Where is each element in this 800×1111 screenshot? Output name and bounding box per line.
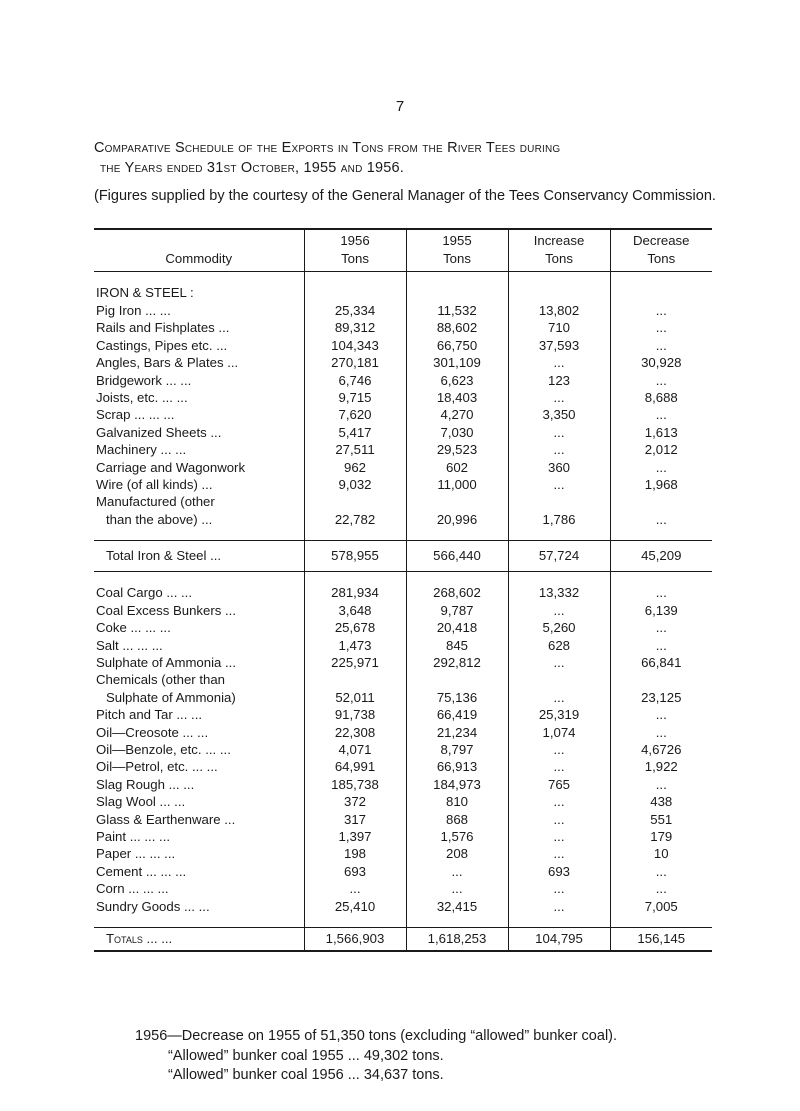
cell-1955: 32,415	[406, 898, 508, 915]
source-note: (Figures supplied by the courtesy of the General Manager of the Tees Conservancy Commission.	[94, 188, 716, 204]
header-decrease-unit: Tons	[610, 250, 712, 272]
cell-increase: 765	[508, 776, 610, 793]
cell-commodity: Scrap ... ... ...	[96, 407, 175, 423]
cell-increase: 13,332	[508, 584, 610, 601]
iron-steel-heading: IRON & STEEL :	[96, 285, 194, 301]
cell-1955: 20,418	[406, 619, 508, 636]
table-row	[94, 706, 712, 723]
cell-1955: 6,623	[406, 372, 508, 389]
cell-1956: 22,782	[304, 511, 406, 528]
table-row	[94, 619, 712, 636]
header-1956-year: 1956	[304, 229, 406, 250]
cell-1955: 18,403	[406, 389, 508, 406]
cell-commodity: Joists, etc. ... ...	[96, 390, 188, 406]
cell-increase: 25,319	[508, 706, 610, 723]
cell-1955: 1,576	[406, 828, 508, 845]
table-row	[94, 845, 712, 862]
cell-1955: 9,787	[406, 602, 508, 619]
cell-increase: ...	[508, 793, 610, 810]
cell-commodity: Sulphate of Ammonia)	[106, 689, 236, 705]
title-line-1: Comparative Schedule of the Exports in Tons from the River Tees during	[94, 140, 561, 156]
cell-increase: 5,260	[508, 619, 610, 636]
cell-commodity: Total Iron & Steel ...	[94, 541, 304, 572]
header-commodity-blank	[94, 229, 304, 250]
cell-1955: 29,523	[406, 441, 508, 458]
cell-increase: ...	[508, 476, 610, 493]
cell-decrease: ...	[610, 511, 712, 528]
header-increase-unit: Tons	[508, 250, 610, 272]
table-row	[94, 724, 712, 741]
table-row	[94, 776, 712, 793]
cell-increase: ...	[508, 880, 610, 897]
cell-commodity: Coal Excess Bunkers ...	[96, 602, 236, 618]
cell-1956: 22,308	[304, 724, 406, 741]
cell-increase: ...	[508, 828, 610, 845]
cell-increase: 57,724	[508, 541, 610, 572]
cell-increase: ...	[508, 441, 610, 458]
cell-decrease: 1,968	[610, 476, 712, 493]
page-number: 7	[395, 98, 405, 115]
cell-commodity: Oil—Petrol, etc. ... ...	[96, 759, 218, 775]
cell-1956: 225,971	[304, 654, 406, 671]
cell-increase: ...	[508, 845, 610, 862]
cell-decrease: 2,012	[610, 441, 712, 458]
cell-commodity: Pitch and Tar ... ...	[96, 707, 203, 723]
cell-commodity: Pig Iron ... ...	[96, 303, 171, 318]
grand-totals-row	[94, 928, 712, 952]
cell-1955: 20,996	[406, 511, 508, 528]
cell-decrease: ...	[610, 619, 712, 636]
cell-commodity: Sundry Goods ... ...	[96, 898, 210, 914]
cell-increase: 123	[508, 372, 610, 389]
header-1955-unit: Tons	[406, 250, 508, 272]
cell-increase: 13,802	[508, 302, 610, 319]
header-increase: Increase	[508, 229, 610, 250]
cell-1955: 21,234	[406, 724, 508, 741]
cell-1956: 9,715	[304, 389, 406, 406]
cell-commodity: Slag Rough ... ...	[96, 776, 195, 792]
cell-commodity: than the above) ...	[106, 511, 213, 527]
total-iron-steel-row	[94, 541, 712, 572]
cell-1956: 4,071	[304, 741, 406, 758]
cell-1955: 301,109	[406, 354, 508, 371]
exports-table	[94, 228, 712, 952]
cell-increase: 1,074	[508, 724, 610, 741]
table-row	[94, 898, 712, 915]
cell-1956: 1,473	[304, 637, 406, 654]
table-row	[94, 476, 712, 493]
table-row	[94, 406, 712, 423]
schedule-title	[94, 138, 724, 178]
cell-1955: 602	[406, 459, 508, 476]
cell-commodity: Coke ... ... ...	[96, 620, 171, 636]
cell-commodity: Bridgework ... ...	[96, 372, 192, 388]
cell-decrease: ...	[610, 863, 712, 880]
cell-decrease: 438	[610, 793, 712, 810]
cell-decrease: 156,145	[610, 928, 712, 952]
table-row	[94, 441, 712, 458]
cell-1956: 27,511	[304, 441, 406, 458]
cell-1956: 7,620	[304, 406, 406, 423]
cell-1955: 845	[406, 637, 508, 654]
cell-1955: 75,136	[406, 689, 508, 706]
cell-decrease: ...	[610, 776, 712, 793]
header-1956-unit: Tons	[304, 250, 406, 272]
table-row	[94, 319, 712, 336]
cell-commodity: Glass & Earthenware ...	[96, 811, 236, 827]
cell-1956: 91,738	[304, 706, 406, 723]
cell-1955: 268,602	[406, 584, 508, 601]
cell-decrease: 179	[610, 828, 712, 845]
cell-decrease: 4,6726	[610, 741, 712, 758]
manufactured-line-1: Manufactured (other	[96, 494, 215, 510]
table-header	[94, 229, 712, 272]
cell-1956: 372	[304, 793, 406, 810]
cell-commodity: Paper ... ... ...	[96, 846, 176, 862]
cell-1956: 281,934	[304, 584, 406, 601]
cell-increase: ...	[508, 689, 610, 706]
header-commodity: Commodity	[94, 250, 304, 272]
cell-decrease: ...	[610, 584, 712, 601]
cell-increase: ...	[508, 811, 610, 828]
cell-decrease: ...	[610, 302, 712, 319]
cell-1956: 52,011	[304, 689, 406, 706]
cell-increase: ...	[508, 354, 610, 371]
cell-commodity: Machinery ... ...	[96, 442, 187, 458]
cell-decrease: 45,209	[610, 541, 712, 572]
cell-decrease: 23,125	[610, 689, 712, 706]
cell-1956: 25,410	[304, 898, 406, 915]
cell-1955: 66,419	[406, 706, 508, 723]
cell-commodity: Angles, Bars & Plates ...	[96, 355, 239, 371]
cell-1955: 868	[406, 811, 508, 828]
table-row	[94, 811, 712, 828]
table-row	[94, 671, 712, 688]
cell-increase: ...	[508, 424, 610, 441]
cell-commodity: Slag Wool ... ...	[96, 794, 186, 810]
cell-decrease: ...	[610, 337, 712, 354]
cell-increase: ...	[508, 898, 610, 915]
table-row	[94, 793, 712, 810]
cell-1955: 11,532	[406, 302, 508, 319]
cell-1955: 4,270	[406, 406, 508, 423]
table-row	[94, 584, 712, 601]
table-row	[94, 424, 712, 441]
cell-increase: 37,593	[508, 337, 610, 354]
cell-decrease: 7,005	[610, 898, 712, 915]
cell-1956: 317	[304, 811, 406, 828]
cell-1956: 3,648	[304, 602, 406, 619]
cell-commodity: Carriage and Wagonwork	[96, 459, 246, 475]
cell-1955: 66,750	[406, 337, 508, 354]
cell-increase: 3,350	[508, 406, 610, 423]
cell-1955: 11,000	[406, 476, 508, 493]
cell-1955: 208	[406, 845, 508, 862]
header-1955-year: 1955	[406, 229, 508, 250]
cell-1956: 9,032	[304, 476, 406, 493]
cell-1955: 8,797	[406, 741, 508, 758]
cell-1956: 1,566,903	[304, 928, 406, 952]
cell-1955: 88,602	[406, 319, 508, 336]
cell-1956: 6,746	[304, 372, 406, 389]
table-body	[94, 272, 712, 952]
cell-decrease: 66,841	[610, 654, 712, 671]
cell-decrease: ...	[610, 706, 712, 723]
table-row	[94, 863, 712, 880]
footer-allowed-1955: “Allowed” bunker coal 1955 ... 49,302 tons.	[168, 1047, 444, 1064]
cell-increase: ...	[508, 389, 610, 406]
cell-decrease: ...	[610, 406, 712, 423]
table-row	[94, 758, 712, 775]
cell-commodity: Oil—Benzole, etc. ... ...	[96, 741, 231, 757]
cell-commodity: Galvanized Sheets ...	[96, 424, 222, 440]
header-decrease: Decrease	[610, 229, 712, 250]
footer-allowed-1956: “Allowed” bunker coal 1956 ... 34,637 tons.	[168, 1067, 444, 1083]
table-row	[94, 741, 712, 758]
table-row	[94, 302, 712, 319]
cell-decrease: 8,688	[610, 389, 712, 406]
table-row	[94, 389, 712, 406]
cell-decrease: 10	[610, 845, 712, 862]
table-row	[94, 637, 712, 654]
cell-decrease: ...	[610, 459, 712, 476]
cell-increase: 104,795	[508, 928, 610, 952]
cell-1956: 198	[304, 845, 406, 862]
cell-decrease: ...	[610, 880, 712, 897]
cell-1956: 962	[304, 459, 406, 476]
cell-commodity: Oil—Creosote ... ...	[96, 724, 209, 740]
table-row	[94, 602, 712, 619]
cell-1956: 693	[304, 863, 406, 880]
cell-1955: 7,030	[406, 424, 508, 441]
cell-decrease: 551	[610, 811, 712, 828]
chemicals-line-1: Chemicals (other than	[96, 672, 226, 688]
cell-decrease: 1,613	[610, 424, 712, 441]
table-row	[94, 493, 712, 510]
cell-1955: ...	[406, 863, 508, 880]
cell-increase: ...	[508, 654, 610, 671]
table-row	[94, 880, 712, 897]
cell-commodity: Rails and Fishplates ...	[96, 320, 230, 336]
cell-1955: 184,973	[406, 776, 508, 793]
cell-commodity: Sulphate of Ammonia ...	[96, 654, 237, 670]
cell-1955: 292,812	[406, 654, 508, 671]
cell-1955: 66,913	[406, 758, 508, 775]
cell-1955: ...	[406, 880, 508, 897]
section-heading-row	[94, 284, 712, 302]
cell-decrease: 6,139	[610, 602, 712, 619]
cell-increase: 360	[508, 459, 610, 476]
cell-increase: 1,786	[508, 511, 610, 528]
table-row	[94, 654, 712, 671]
cell-decrease: ...	[610, 724, 712, 741]
cell-commodity: Cement ... ... ...	[96, 863, 187, 879]
cell-increase: 710	[508, 319, 610, 336]
table-row	[94, 459, 712, 476]
cell-commodity: Salt ... ... ...	[96, 637, 163, 653]
table-row	[94, 337, 712, 354]
table-row	[94, 689, 712, 706]
cell-increase: 628	[508, 637, 610, 654]
cell-1955: 810	[406, 793, 508, 810]
cell-1956: 270,181	[304, 354, 406, 371]
cell-1956: 104,343	[304, 337, 406, 354]
cell-commodity: Coal Cargo ... ...	[96, 585, 193, 601]
cell-1956: 1,397	[304, 828, 406, 845]
table-row	[94, 511, 712, 528]
cell-1955: 566,440	[406, 541, 508, 572]
cell-commodity: Wire (of all kinds) ...	[96, 477, 213, 493]
cell-increase: ...	[508, 741, 610, 758]
cell-1956: ...	[304, 880, 406, 897]
cell-decrease: 30,928	[610, 354, 712, 371]
table-row	[94, 828, 712, 845]
cell-increase: ...	[508, 758, 610, 775]
cell-decrease: ...	[610, 372, 712, 389]
cell-1956: 5,417	[304, 424, 406, 441]
cell-1956: 89,312	[304, 319, 406, 336]
cell-1956: 25,334	[304, 302, 406, 319]
cell-decrease: ...	[610, 319, 712, 336]
cell-commodity: Corn ... ... ...	[96, 881, 169, 897]
cell-1956: 64,991	[304, 758, 406, 775]
table-row	[94, 372, 712, 389]
cell-increase: ...	[508, 602, 610, 619]
cell-1956: 25,678	[304, 619, 406, 636]
cell-commodity: Totals ... ...	[94, 928, 304, 952]
cell-1955: 1,618,253	[406, 928, 508, 952]
title-line-2: the Years ended 31st October, 1955 and 1956.	[100, 160, 405, 176]
table-row	[94, 354, 712, 371]
footer-decrease-note: 1956—Decrease on 1955 of 51,350 tons (excluding “allowed” bunker coal).	[135, 1028, 618, 1044]
cell-decrease: 1,922	[610, 758, 712, 775]
cell-decrease: ...	[610, 637, 712, 654]
cell-increase: 693	[508, 863, 610, 880]
cell-1956: 578,955	[304, 541, 406, 572]
cell-commodity: Castings, Pipes etc. ...	[96, 337, 228, 353]
cell-1956: 185,738	[304, 776, 406, 793]
cell-commodity: Paint ... ... ...	[96, 828, 171, 844]
